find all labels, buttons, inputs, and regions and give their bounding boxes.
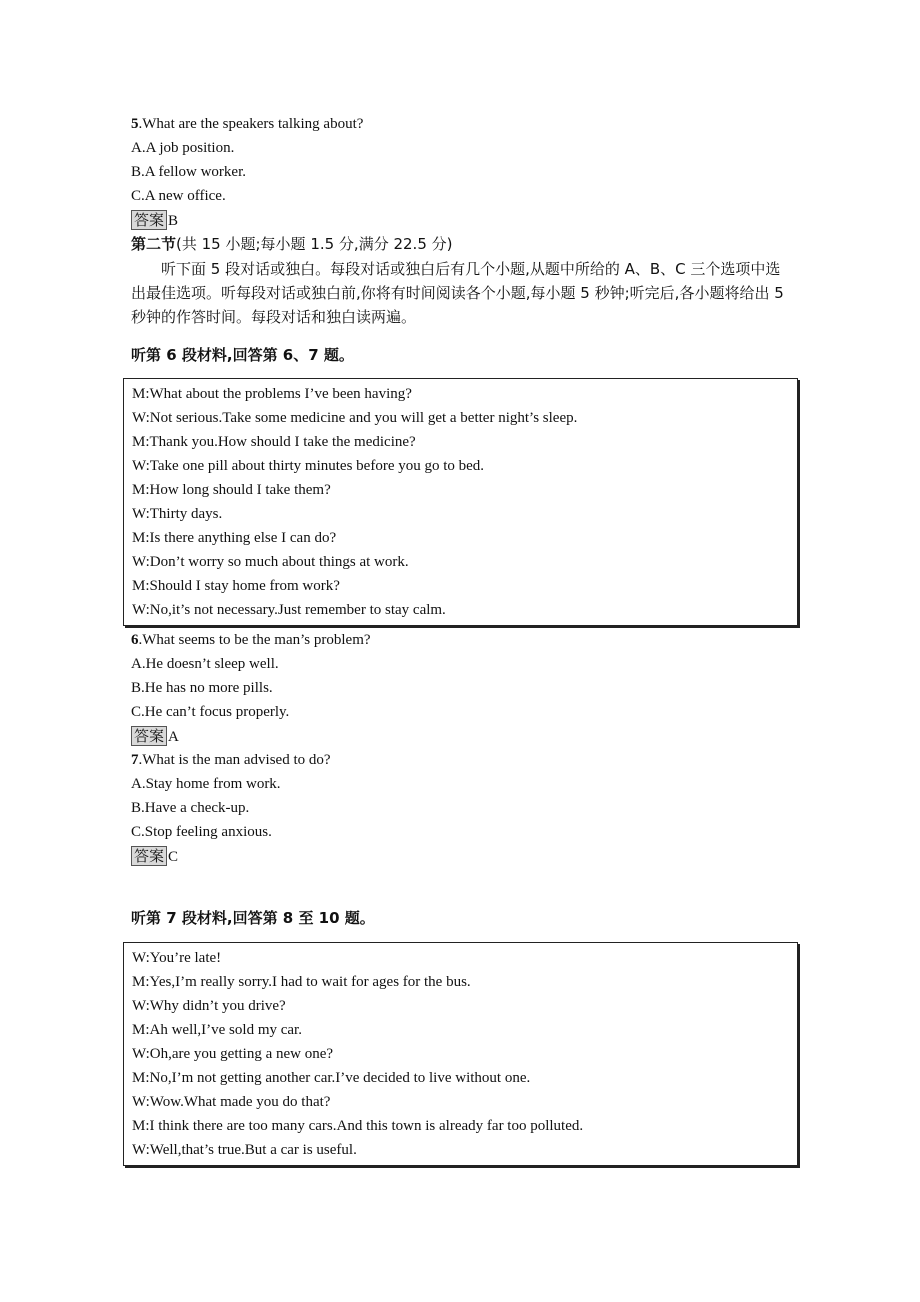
dialogue-line: W:Wow.What made you do that? [132, 1094, 331, 1110]
dialogue-line: M:Ah well,I’ve sold my car. [132, 1022, 302, 1038]
passage-6-heading: 听第 6 段材料,回答第 6、7 题。 [131, 346, 354, 364]
question-number: 7 [131, 752, 139, 768]
passage-7-transcript [123, 942, 798, 1166]
answer-7 [131, 846, 178, 867]
passage-6-transcript [123, 378, 798, 626]
question-text: .What is the man advised to do? [138, 752, 331, 768]
question-6 [131, 630, 371, 650]
dialogue-line: M:Thank you.How should I take the medicine? [132, 434, 416, 450]
answer-value: B [168, 213, 179, 229]
dialogue-line: W:Why didn’t you drive? [132, 998, 286, 1014]
dialogue-line: W:You’re late! [132, 950, 222, 966]
dialogue-line: W:Take one pill about thirty minutes before you go to bed. [132, 458, 485, 474]
answer-tag: 答案 [131, 210, 167, 230]
answer-tag: 答案 [131, 726, 167, 746]
option-b: B.He has no more pills. [131, 680, 273, 696]
answer-5 [131, 210, 178, 231]
option-c: C.A new office. [131, 188, 226, 204]
option-c: C.Stop feeling anxious. [131, 824, 272, 840]
option-b: B.A fellow worker. [131, 164, 246, 180]
dialogue-line: M:I think there are too many cars.And this town is already far too polluted. [132, 1118, 584, 1134]
section-instructions: 听下面 5 段对话或独白。每段对话或独白后有几个小题,从题中所给的 A、B、C 三个选项中选出最佳选项。听每段对话或独白前,你将有时间阅读各个小题,每小题 5 秒钟;听完后,各小题将给出 5 秒钟的作答时间。每段对话和独白读两遍。 [131, 260, 784, 326]
option-a: A.He doesn’t sleep well. [131, 656, 279, 672]
section-title-note: (共 15 小题;每小题 1.5 分,满分 22.5 分) [176, 235, 453, 253]
question-number: 6 [131, 632, 139, 648]
question-5 [131, 114, 363, 134]
dialogue-line: M:Should I stay home from work? [132, 578, 340, 594]
dialogue-line: W:Not serious.Take some medicine and you will get a better night’s sleep. [132, 410, 578, 426]
dialogue-line: M:No,I’m not getting another car.I’ve decided to live without one. [132, 1070, 531, 1086]
dialogue-line: W:Well,that’s true.But a car is useful. [132, 1142, 357, 1158]
dialogue-line: M:What about the problems I’ve been having? [132, 386, 412, 402]
dialogue-line: M:How long should I take them? [132, 482, 331, 498]
dialogue-line: M:Yes,I’m really sorry.I had to wait for ages for the bus. [132, 974, 471, 990]
answer-tag: 答案 [131, 846, 167, 866]
dialogue-line: W:Oh,are you getting a new one? [132, 1046, 334, 1062]
question-number: 5 [131, 116, 139, 132]
section-title-text: 第二节 [131, 235, 177, 253]
option-b: B.Have a check-up. [131, 800, 250, 816]
dialogue-line: M:Is there anything else I can do? [132, 530, 337, 546]
passage-7-heading: 听第 7 段材料,回答第 8 至 10 题。 [131, 909, 375, 927]
answer-value: A [168, 729, 179, 745]
answer-6 [131, 726, 179, 747]
dialogue-line: W:Don’t worry so much about things at work. [132, 554, 409, 570]
option-a: A.A job position. [131, 140, 235, 156]
question-text: .What seems to be the man’s problem? [138, 632, 371, 648]
dialogue-line: W:Thirty days. [132, 506, 223, 522]
option-c: C.He can’t focus properly. [131, 704, 290, 720]
section-title [131, 234, 453, 254]
question-7 [131, 750, 331, 770]
question-text: .What are the speakers talking about? [138, 116, 364, 132]
option-a: A.Stay home from work. [131, 776, 281, 792]
dialogue-line: W:No,it’s not necessary.Just remember to stay calm. [132, 602, 446, 618]
answer-value: C [168, 849, 179, 865]
